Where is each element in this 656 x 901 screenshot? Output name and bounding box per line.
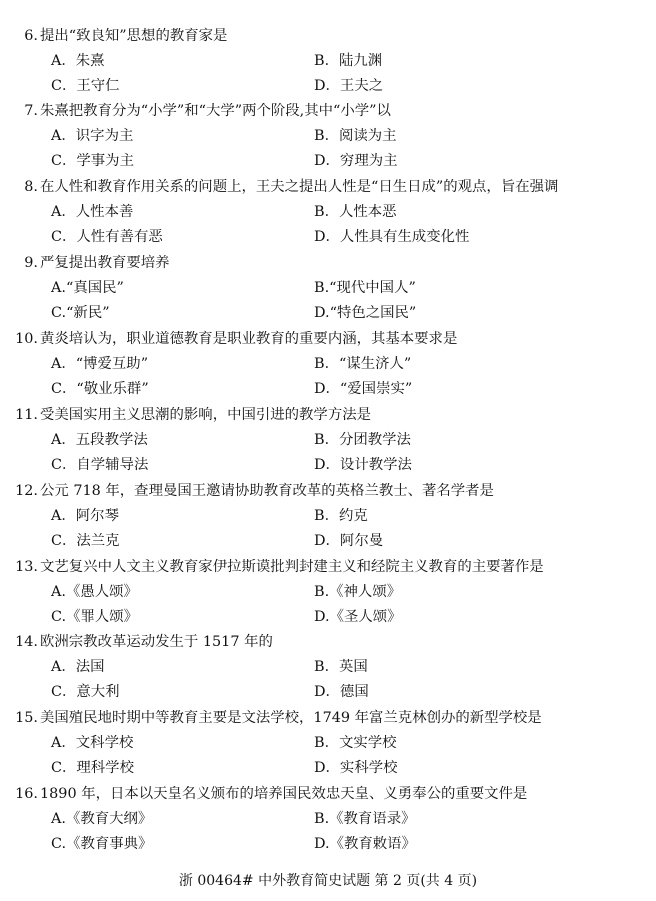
option-b: B．英国: [314, 659, 368, 675]
option-a: A．五段教学法: [51, 432, 148, 448]
option-d: D.“特色之国民”: [314, 305, 417, 321]
option-d: D．阿尔曼: [314, 533, 384, 549]
option-d: D．“爱国崇实”: [314, 381, 413, 397]
option-a: A．法国: [51, 659, 105, 675]
option-a: A.《愚人颂》: [51, 584, 138, 600]
option-d: D．实科学校: [314, 760, 398, 776]
question-stem: 受美国实用主义思潮的影响，中国引进的教学方法是: [40, 407, 371, 423]
option-d: D．设计教学法: [314, 457, 412, 473]
question-number: 9.: [24, 255, 38, 271]
option-a: A．识字为主: [51, 128, 134, 144]
question-stem: 严复提出教育要培养: [40, 255, 170, 271]
option-c: C.“新民”: [51, 305, 110, 321]
question-number: 13.: [15, 559, 38, 575]
option-a: A．人性本善: [51, 204, 134, 220]
question-stem: 提出“致良知”思想的教育家是: [40, 28, 228, 44]
option-a: A.“真国民”: [51, 280, 124, 296]
page-footer: 浙 00464# 中外教育简史试题 第 2 页(共 4 页): [178, 873, 478, 889]
question-stem: 1890 年，日本以天皇名义颁布的培养国民效忠天皇、义勇奉公的重要文件是: [40, 786, 528, 802]
option-c: C．法兰克: [51, 533, 120, 549]
option-c: C.《罪人颂》: [51, 609, 139, 625]
question-number: 14.: [15, 634, 38, 650]
option-b: B．分团教学法: [314, 432, 411, 448]
option-a: A．文科学校: [51, 735, 134, 751]
option-c: C．理科学校: [51, 760, 134, 776]
option-c: C．自学辅导法: [51, 457, 149, 473]
option-b: B．约克: [314, 508, 368, 524]
option-a: A．“博爱互助”: [51, 356, 149, 372]
question-stem: 在人性和教育作用关系的问题上，王夫之提出人性是“日生日成”的观点，旨在强调: [40, 179, 559, 195]
option-b: B.“现代中国人”: [314, 280, 416, 296]
option-a: A．阿尔琴: [51, 508, 119, 524]
option-c: C.《教育事典》: [51, 836, 153, 852]
question-number: 7.: [24, 103, 38, 119]
option-d: D．穷理为主: [314, 153, 398, 169]
option-b: B．陆九渊: [314, 53, 383, 69]
question-stem: 朱熹把教育分为“小学”和“大学”两个阶段,其中“小学”以: [40, 103, 391, 119]
option-d: D．德国: [314, 684, 369, 700]
option-d: D.《教育敕语》: [314, 836, 416, 852]
option-b: B．“谋生济人”: [314, 356, 412, 372]
question-number: 10.: [15, 331, 38, 347]
question-number: 8.: [24, 179, 38, 195]
option-b: B.《神人颂》: [314, 584, 402, 600]
question-16: [0, 784, 656, 884]
question-stem: 公元 718 年，查理曼国王邀请协助教育改革的英格兰教士、著名学者是: [40, 483, 494, 499]
option-c: C．意大利: [51, 684, 120, 700]
option-c: C．王守仁: [51, 78, 120, 94]
question-stem: 美国殖民地时期中等教育主要是文法学校，1749 年富兰克林创办的新型学校是: [40, 710, 542, 726]
option-a: A．朱熹: [51, 53, 105, 69]
option-c: C．人性有善有恶: [51, 229, 163, 245]
question-number: 11.: [15, 407, 38, 423]
question-stem: 黄炎培认为，职业道德教育是职业教育的重要内涵，其基本要求是: [40, 331, 458, 347]
option-c: C．学事为主: [51, 153, 134, 169]
option-b: B．文实学校: [314, 735, 397, 751]
question-number: 16.: [15, 786, 38, 802]
question-stem: 欧洲宗教改革运动发生于 1517 年的: [40, 634, 273, 650]
question-number: 12.: [15, 483, 38, 499]
option-b: B．人性本恶: [314, 204, 397, 220]
question-number: 6.: [24, 28, 38, 44]
option-b: B．阅读为主: [314, 128, 397, 144]
question-number: 15.: [15, 710, 38, 726]
option-b: B.《教育语录》: [314, 811, 416, 827]
option-d: D.《圣人颂》: [314, 609, 402, 625]
question-stem: 文艺复兴中人文主义教育家伊拉斯谟批判封建主义和经院主义教育的主要著作是: [40, 559, 544, 575]
option-a: A.《教育大纲》: [51, 811, 153, 827]
option-c: C．“敬业乐群”: [51, 381, 149, 397]
option-d: D．王夫之: [314, 78, 384, 94]
option-d: D．人性具有生成变化性: [314, 229, 470, 245]
